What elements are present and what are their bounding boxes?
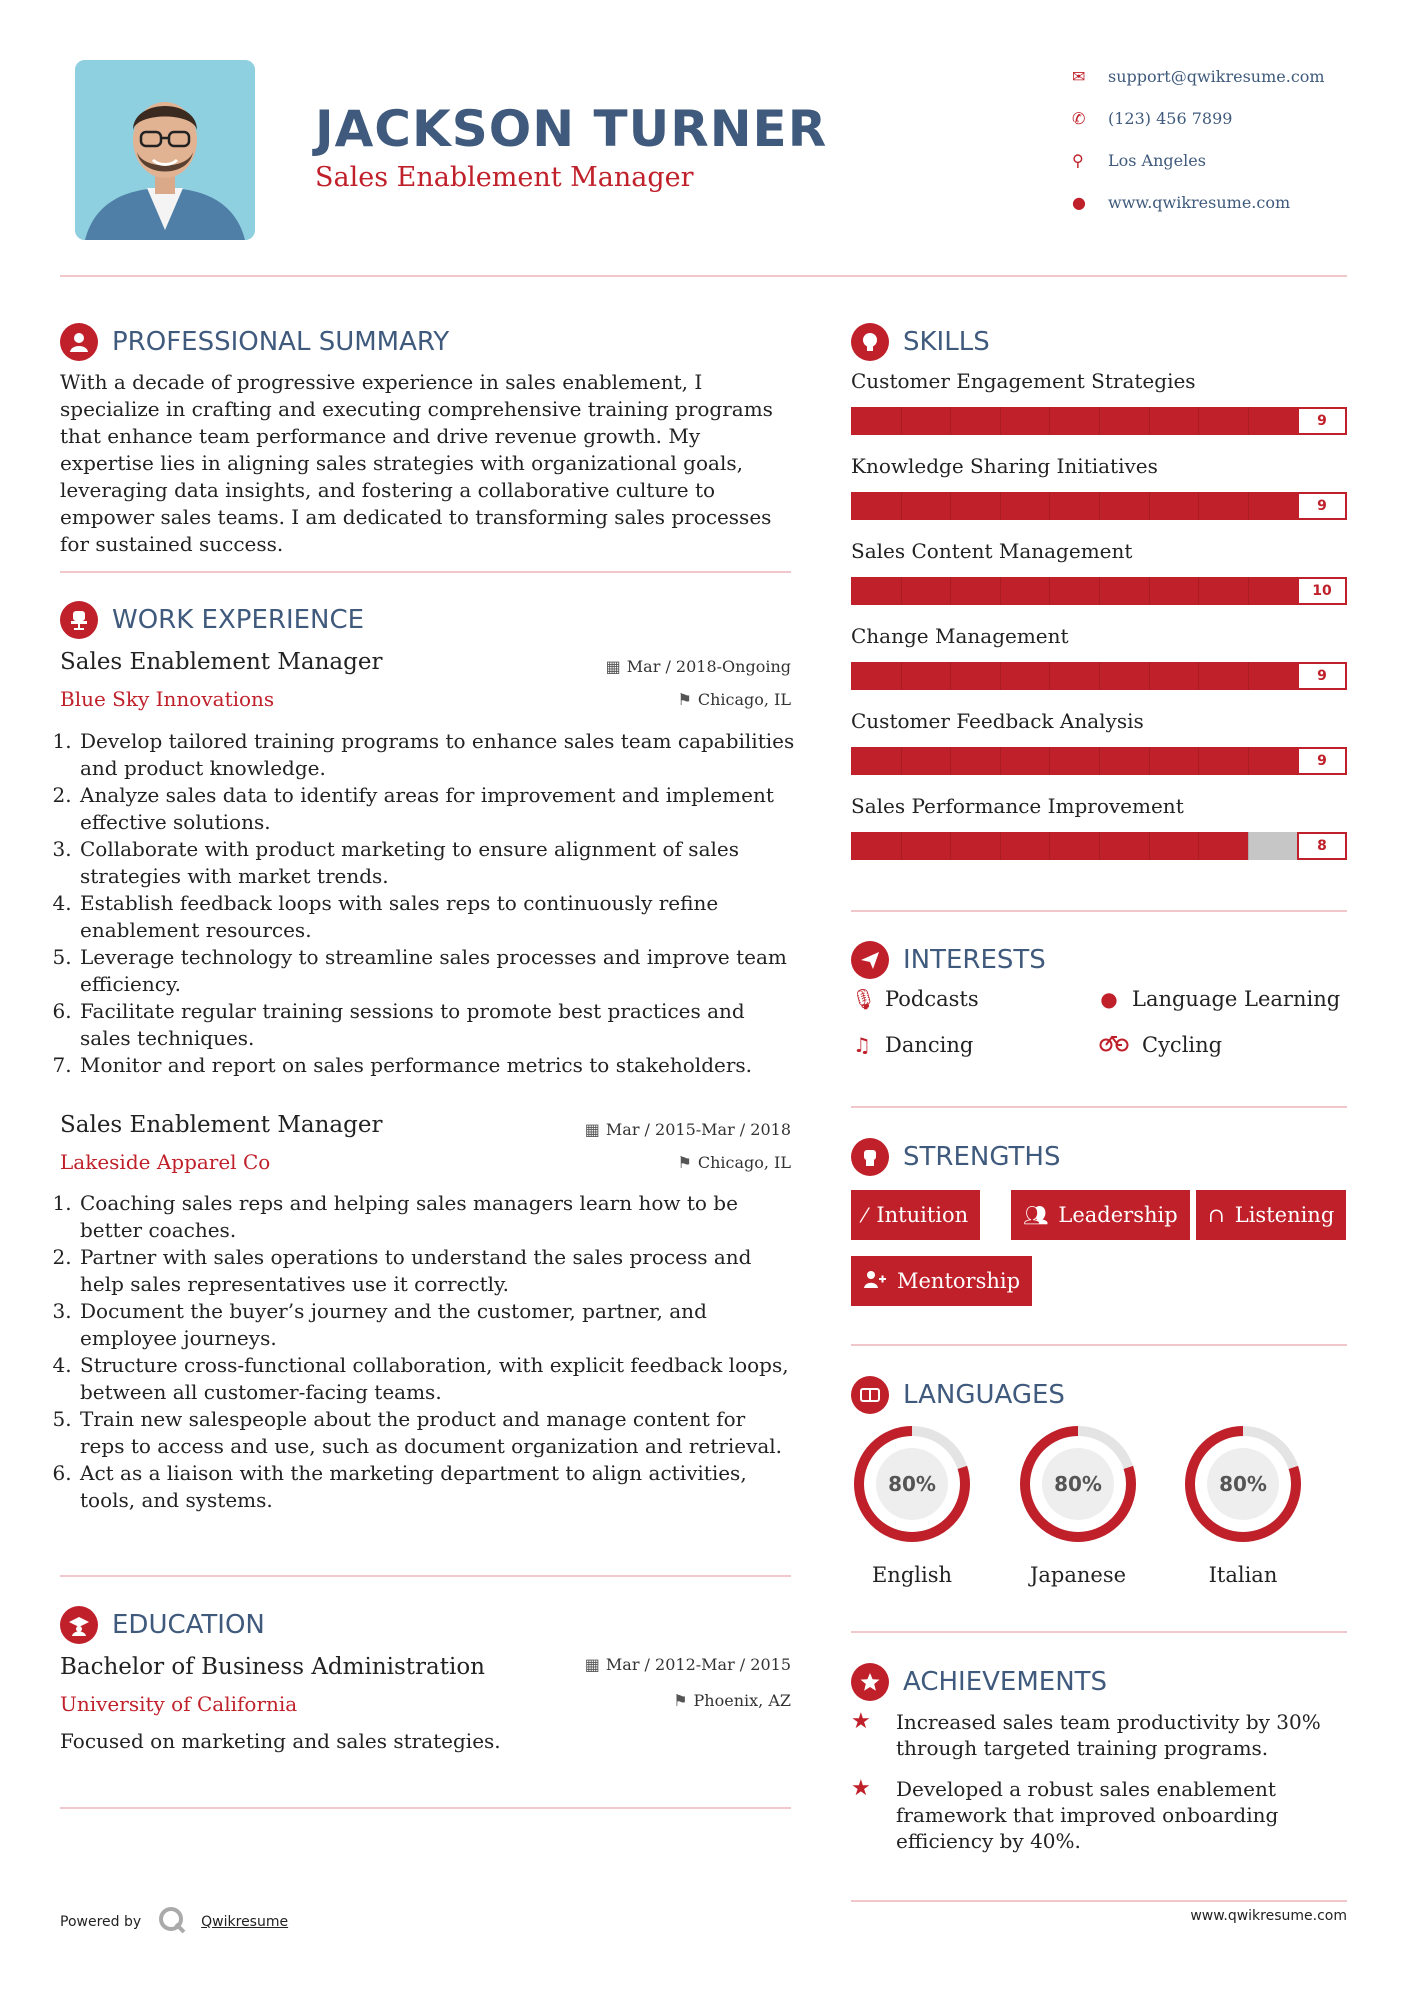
skill-bar-segment [1099, 747, 1100, 775]
skill-score: 10 [1297, 577, 1347, 605]
globe-icon: ● [1072, 192, 1086, 212]
skill-name: Change Management [851, 624, 1069, 648]
skill-bar-segment [1099, 662, 1100, 690]
skill-bar-segment [1248, 662, 1249, 690]
interests-heading: INTERESTS [851, 941, 1046, 979]
profile-photo [75, 60, 255, 240]
skill-bar-segment [1248, 747, 1249, 775]
degree-title: Bachelor of Business Administration [60, 1654, 485, 1680]
job-date: ▦ Mar / 2015-Mar / 2018 [584, 1120, 791, 1139]
list-item: 4. Establish feedback loops with sales reps to continuously refine enablement resources. [78, 890, 795, 944]
list-item: 3. Collaborate with product marketing to ensure alignment of sales strategies with market trends. [78, 836, 795, 890]
list-item: 3. Document the buyer’s journey and the customer, partner, and employee journeys. [78, 1298, 795, 1352]
headphones-icon: ∩ [1208, 1203, 1225, 1227]
interests-divider [851, 1106, 1347, 1108]
skill-bar-segment [1049, 832, 1050, 860]
skill-bar-segment [1198, 832, 1199, 860]
language-item [1017, 1423, 1139, 1587]
skill-score: 9 [1297, 407, 1347, 435]
language-name: Japanese [1029, 1563, 1127, 1587]
skill-bar-segment [901, 407, 902, 435]
skill-bar-segment [1198, 662, 1199, 690]
skill-bar-segment [1000, 832, 1001, 860]
job-company: Lakeside Apparel Co [60, 1150, 271, 1174]
interest-item: ♫ Dancing [851, 1033, 973, 1057]
calendar-icon: ▦ [584, 1120, 600, 1139]
skill-score: 9 [1297, 662, 1347, 690]
education-divider [60, 1807, 791, 1809]
skill-score: 8 [1297, 832, 1347, 860]
skill-bar-segment [1049, 747, 1050, 775]
skill-bar-segment [1049, 492, 1050, 520]
skill-bar-segment [950, 662, 951, 690]
microphone-icon: 🎙︎ [851, 987, 877, 1011]
list-item: 1. Develop tailored training programs to enhance sales team capabilities and product knowledge. [78, 728, 795, 782]
skill-name: Customer Feedback Analysis [851, 709, 1144, 733]
skill-bar-segment [1248, 407, 1249, 435]
language-percent: 80% [1219, 1472, 1267, 1496]
language-name: English [871, 1563, 953, 1587]
list-item: 6. Facilitate regular training sessions to promote best practices and sales techniques. [78, 998, 795, 1052]
achievement-item: ★ Increased sales team productivity by 30% through targeted training programs. [851, 1709, 1321, 1760]
skill-bar-segment [1248, 577, 1249, 605]
job-title: Sales Enablement Manager [60, 1112, 383, 1138]
strengths-divider [851, 1344, 1347, 1346]
qwikresume-link[interactable]: Qwikresume [201, 1914, 289, 1930]
job-date: ▦ Mar / 2018-Ongoing [605, 657, 791, 676]
list-item: 1. Coaching sales reps and helping sales managers learn how to be better coaches. [78, 1190, 795, 1244]
pushpin-icon: ⚑ [673, 1691, 688, 1710]
language-item [851, 1423, 973, 1587]
job-duties [60, 728, 795, 1079]
contact-website[interactable]: ● www.qwikresume.com [1072, 192, 1291, 212]
skill-name: Sales Content Management [851, 539, 1133, 563]
skill-bar-segment [1149, 492, 1150, 520]
candidate-name: JACKSON TURNER [315, 100, 828, 158]
job-location: ⚑ Chicago, IL [677, 1153, 791, 1172]
skill-bar-segment [901, 832, 902, 860]
skill-score: 9 [1297, 747, 1347, 775]
strength-badge: ∩ Listening [1196, 1190, 1346, 1240]
contact-email[interactable]: ✉ support@qwikresume.com [1072, 66, 1325, 86]
list-item: 4. Structure cross-functional collaboration, with explicit feedback loops, between all customer-facing teams. [78, 1352, 795, 1406]
skill-bar [851, 747, 1347, 775]
contact-location: ⚲ Los Angeles [1072, 150, 1206, 170]
skill-bar-segment [1149, 407, 1150, 435]
shooting-star-icon: ★ [851, 1709, 871, 1734]
envelope-icon: ✉ [1072, 66, 1086, 86]
star-badge-icon [851, 1663, 889, 1701]
interest-item: ● Language Learning [1098, 987, 1340, 1011]
strengths-heading: STRENGTHS [851, 1138, 1061, 1176]
skill-bar-segment [1149, 832, 1150, 860]
skill-score: 9 [1297, 492, 1347, 520]
contact-list [1072, 55, 1325, 223]
skill-bar-segment [1198, 492, 1199, 520]
job-company: Blue Sky Innovations [60, 687, 275, 711]
phone-icon: ✆ [1072, 108, 1086, 128]
skill-bar-segment [950, 747, 951, 775]
list-item: 5. Leverage technology to streamline sales processes and improve team efficiency. [78, 944, 795, 998]
calendar-icon: ▦ [605, 657, 621, 676]
achievement-item: ★ Developed a robust sales enablement framework that improved onboarding efficiency by 40%. [851, 1776, 1279, 1853]
skill-bar-segment [1000, 407, 1001, 435]
header-divider [60, 275, 1347, 277]
summary-divider [60, 571, 791, 573]
user-plus-icon [863, 1269, 887, 1294]
skill-bar-segment [1049, 662, 1050, 690]
fist-icon [851, 1138, 889, 1176]
footer-website[interactable]: www.qwikresume.com [1190, 1908, 1347, 1924]
skill-bar-segment [1000, 492, 1001, 520]
skills-heading: SKILLS [851, 323, 990, 361]
summary-heading: PROFESSIONAL SUMMARY [60, 323, 449, 361]
skill-bar-segment [901, 747, 902, 775]
lightbulb-icon [851, 323, 889, 361]
skill-bar-segment [1099, 407, 1100, 435]
candidate-title: Sales Enablement Manager [315, 162, 694, 193]
skill-bar-fill [851, 747, 1297, 775]
job-title: Sales Enablement Manager [60, 649, 383, 675]
skill-bar-segment [901, 662, 902, 690]
languages-heading: LANGUAGES [851, 1376, 1065, 1414]
pushpin-icon: ⚑ [677, 690, 692, 709]
list-item: 2. Analyze sales data to identify areas for improvement and implement effective solutions. [78, 782, 795, 836]
chair-icon [60, 601, 98, 639]
bicycle-icon [1098, 1033, 1130, 1057]
achievements-heading: ACHIEVEMENTS [851, 1663, 1107, 1701]
skill-bar-segment [1149, 577, 1150, 605]
list-item: 2. Partner with sales operations to understand the sales process and help sales representatives use it correctly. [78, 1244, 795, 1298]
skill-name: Customer Engagement Strategies [851, 369, 1196, 393]
skill-bar-fill [851, 407, 1297, 435]
education-description: Focused on marketing and sales strategies. [60, 1729, 501, 1753]
language-name: Italian [1208, 1563, 1278, 1587]
skill-bar-fill [851, 662, 1297, 690]
skill-bar-segment [1248, 832, 1249, 860]
shooting-star-icon: ★ [851, 1776, 871, 1801]
qwikresume-logo-icon [157, 1905, 187, 1939]
skill-bar-segment [1248, 492, 1249, 520]
job-duties [60, 1190, 795, 1514]
skill-bar-fill [851, 492, 1297, 520]
list-item: 5. Train new salespeople about the product and manage content for reps to access and use, such as document organization and retrieval. [78, 1406, 795, 1460]
education-heading: EDUCATION [60, 1606, 265, 1644]
skill-bar [851, 577, 1347, 605]
translate-icon [851, 1376, 889, 1414]
skill-bar-segment [1198, 577, 1199, 605]
skill-bar-segment [1099, 492, 1100, 520]
user-icon [60, 323, 98, 361]
achievements-divider [851, 1900, 1347, 1902]
skill-bar [851, 832, 1347, 860]
globe-icon: ● [1100, 987, 1118, 1011]
skill-bar-segment [1149, 662, 1150, 690]
languages-divider [851, 1631, 1347, 1633]
job-location: ⚑ Chicago, IL [677, 690, 791, 709]
skill-bar-segment [1049, 577, 1050, 605]
skill-bar-segment [1149, 747, 1150, 775]
interest-item: Cycling [1098, 1033, 1222, 1057]
skill-bar-segment [901, 577, 902, 605]
users-icon: 👥︎ [1023, 1203, 1049, 1227]
music-note-icon: ♫ [853, 1033, 871, 1057]
language-percent: 80% [1054, 1472, 1102, 1496]
language-percent: 80% [888, 1472, 936, 1496]
interest-item: 🎙︎ Podcasts [851, 987, 979, 1011]
skill-bar [851, 662, 1347, 690]
skill-bar-segment [950, 577, 951, 605]
skill-bar-segment [1049, 407, 1050, 435]
skill-bar-segment [950, 832, 951, 860]
skill-bar-segment [1000, 577, 1001, 605]
graduate-icon [60, 1606, 98, 1644]
skill-bar-segment [901, 492, 902, 520]
experience-heading: WORK EXPERIENCE [60, 601, 364, 639]
contact-phone[interactable]: ✆ (123) 456 7899 [1072, 108, 1233, 128]
language-item [1182, 1423, 1304, 1587]
map-pin-icon: ⚲ [1072, 150, 1084, 170]
skill-bar-segment [950, 492, 951, 520]
skill-name: Sales Performance Improvement [851, 794, 1184, 818]
skill-bar [851, 492, 1347, 520]
skills-divider [851, 910, 1347, 912]
footer-powered-by: Powered by Qwikresume [60, 1905, 288, 1939]
skill-bar-segment [1198, 747, 1199, 775]
pushpin-icon: ⚑ [677, 1153, 692, 1172]
strength-badge: 👥︎ Leadership [1011, 1190, 1190, 1240]
education-date: ▦ Mar / 2012-Mar / 2015 [584, 1655, 791, 1674]
education-location: ⚑ Phoenix, AZ [673, 1691, 791, 1710]
skill-bar-segment [1198, 407, 1199, 435]
paper-plane-icon [851, 941, 889, 979]
strength-badge: ⁄ Intuition [851, 1190, 980, 1240]
skill-bar-segment [1099, 832, 1100, 860]
school-name: University of California [60, 1692, 298, 1716]
summary-text: With a decade of progressive experience in sales enablement, I specialize in crafting and executing comprehensive training programs that enhance team performance and drive revenue growth. My expertise lies in aligning sales strategies with organizational goals, leveraging data insights, and fostering a collaborative culture to empower sales teams. I am dedicated to transforming sales processes for sustained success. [60, 370, 773, 556]
skill-bar [851, 407, 1347, 435]
skill-name: Knowledge Sharing Initiatives [851, 454, 1158, 478]
skill-bar-segment [950, 407, 951, 435]
list-item: 7. Monitor and report on sales performance metrics to stakeholders. [78, 1052, 795, 1079]
list-item: 6. Act as a liaison with the marketing department to align activities, tools, and systems. [78, 1460, 795, 1514]
calendar-icon: ▦ [584, 1655, 600, 1674]
experience-divider [60, 1575, 791, 1577]
skill-bar-segment [1099, 577, 1100, 605]
magic-wand-icon: ⁄ [863, 1203, 867, 1227]
skill-bar-segment [1000, 662, 1001, 690]
skill-bar-segment [1000, 747, 1001, 775]
strength-badge: Mentorship [851, 1256, 1032, 1306]
